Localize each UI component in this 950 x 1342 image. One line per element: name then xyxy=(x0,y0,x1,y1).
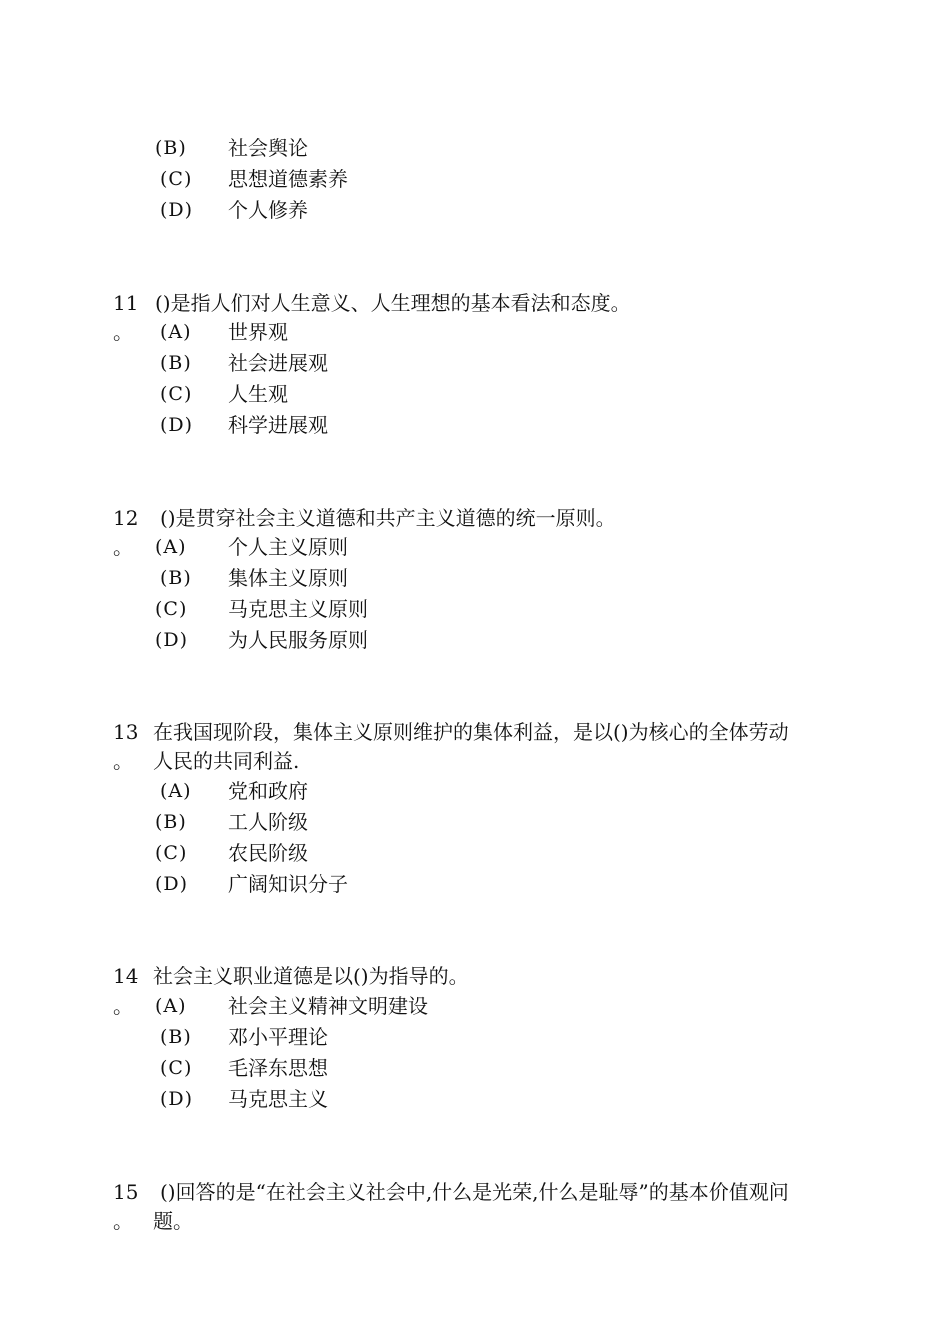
option-letter: (A) xyxy=(155,995,187,1017)
option-letter: (B) xyxy=(160,352,192,374)
option-text: 马克思主义 xyxy=(228,1087,328,1111)
option-letter: (C) xyxy=(160,383,193,405)
option-text: 人生观 xyxy=(228,382,288,406)
question-text: ()是指人们对人生意义、人生理想的基本看法和态度。 xyxy=(155,291,631,315)
option-letter: (C) xyxy=(155,598,188,620)
option-text: 个人修养 xyxy=(228,198,308,222)
option-text: 农民阶级 xyxy=(228,841,308,865)
option-text: 社会舆论 xyxy=(228,136,308,160)
option-letter: (C) xyxy=(155,842,188,864)
option-text: 社会进展观 xyxy=(228,351,328,375)
option-letter: (B) xyxy=(155,137,187,159)
option-text: 工人阶级 xyxy=(228,810,308,834)
option-letter: (A) xyxy=(160,321,192,343)
question-text-continued: 题。 xyxy=(153,1209,193,1233)
option-letter: (D) xyxy=(160,414,194,436)
question-number: 14 xyxy=(113,964,139,988)
question-text: ()是贯穿社会主义道德和共产主义道德的统一原则。 xyxy=(160,506,616,530)
option-letter: (B) xyxy=(155,811,187,833)
question-number: 11 xyxy=(113,291,139,315)
question-dot: 。 xyxy=(113,749,133,773)
question-number: 13 xyxy=(113,720,139,744)
option-text: 马克思主义原则 xyxy=(228,597,368,621)
question-text: ()回答的是“在社会主义社会中,什么是光荣,什么是耻辱”的基本价值观问 xyxy=(160,1180,789,1204)
option-letter: (A) xyxy=(160,780,192,802)
option-letter: (C) xyxy=(160,168,193,190)
option-text: 邓小平理论 xyxy=(228,1025,328,1049)
option-letter: (B) xyxy=(160,1026,192,1048)
option-letter: (D) xyxy=(160,1088,194,1110)
question-dot: 。 xyxy=(113,994,133,1018)
option-text: 党和政府 xyxy=(228,779,308,803)
question-number: 15 xyxy=(113,1180,139,1204)
option-text: 广阔知识分子 xyxy=(228,872,348,896)
option-letter: (D) xyxy=(155,873,189,895)
option-text: 思想道德素养 xyxy=(228,167,348,191)
question-dot: 。 xyxy=(113,320,133,344)
question-text: 在我国现阶段，集体主义原则维护的集体利益，是以()为核心的全体劳动 xyxy=(153,720,789,744)
option-letter: (D) xyxy=(155,629,189,651)
option-text: 为人民服务原则 xyxy=(228,628,368,652)
option-text: 个人主义原则 xyxy=(228,535,348,559)
question-text: 社会主义职业道德是以()为指导的。 xyxy=(153,964,469,988)
question-number: 12 xyxy=(113,506,139,530)
option-text: 科学进展观 xyxy=(228,413,328,437)
option-letter: (A) xyxy=(155,536,187,558)
option-letter: (D) xyxy=(160,199,194,221)
question-dot: 。 xyxy=(113,1209,133,1233)
question-dot: 。 xyxy=(113,535,133,559)
option-letter: (C) xyxy=(160,1057,193,1079)
option-text: 集体主义原则 xyxy=(228,566,348,590)
question-text-continued: 人民的共同利益. xyxy=(153,749,300,773)
option-letter: (B) xyxy=(160,567,192,589)
option-text: 世界观 xyxy=(228,320,288,344)
option-text: 毛泽东思想 xyxy=(228,1056,328,1080)
option-text: 社会主义精神文明建设 xyxy=(228,994,428,1018)
